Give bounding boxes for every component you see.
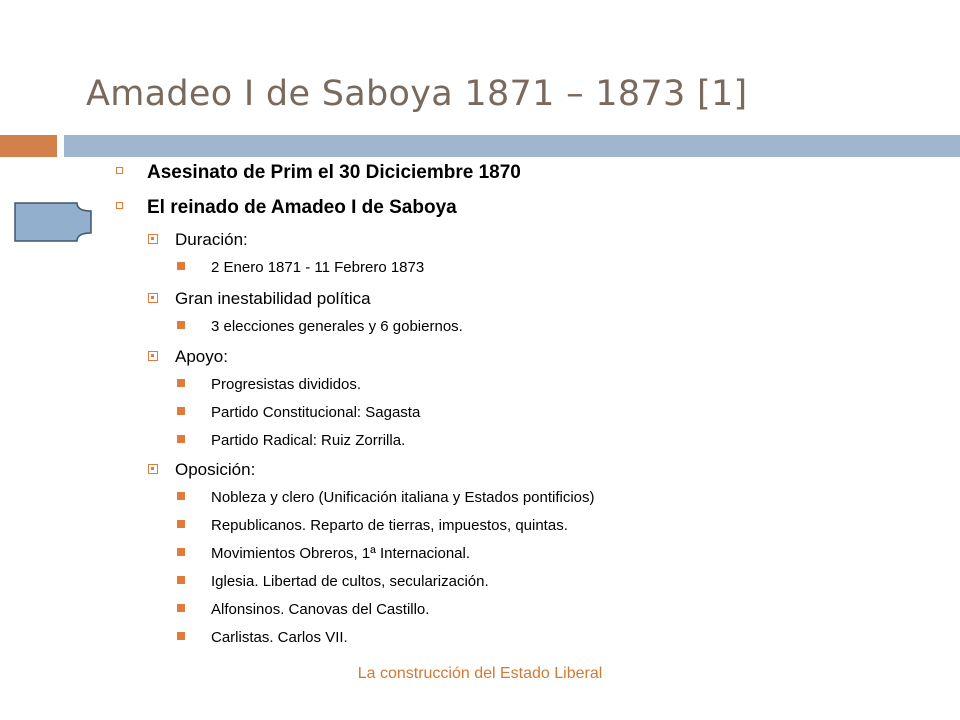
bullet-marker-icon	[177, 435, 185, 443]
slide-title: Amadeo I de Saboya 1871 – 1873 [1]	[86, 74, 748, 114]
bullet-item-level-1	[116, 197, 457, 219]
bullet-item-level-3	[177, 489, 595, 506]
bullet-text: Movimientos Obreros, 1ª Internacional.	[211, 545, 470, 562]
bullet-item-level-3	[177, 517, 568, 534]
bullet-marker-icon	[148, 234, 158, 244]
bullet-item-level-3	[177, 376, 361, 393]
bullet-item-level-1	[116, 162, 521, 184]
bullet-text: Oposición:	[175, 460, 256, 479]
bullet-marker-icon	[116, 167, 123, 174]
bullet-text: Nobleza y clero (Unificación italiana y Estados pontificios)	[211, 489, 595, 506]
bullet-item-level-3	[177, 545, 470, 562]
bullet-marker-icon	[177, 379, 185, 387]
bullet-marker-icon	[177, 604, 185, 612]
bullet-text: Progresistas divididos.	[211, 376, 362, 393]
bullet-marker-icon	[177, 520, 185, 528]
bullet-text: Gran inestabilidad política	[175, 289, 371, 308]
bullet-item-level-3	[177, 573, 489, 590]
bullet-item-level-3	[177, 318, 463, 335]
bullet-item-level-3	[177, 629, 348, 646]
bullet-text: Duración:	[175, 230, 248, 249]
bullet-text: Iglesia. Libertad de cultos, secularización.	[211, 573, 489, 590]
bullet-item-level-2	[148, 347, 228, 367]
bullet-text: Carlistas. Carlos VII.	[211, 629, 348, 646]
bullet-text: Partido Radical: Ruiz Zorrilla.	[211, 432, 406, 449]
bullet-marker-icon	[148, 464, 158, 474]
bullet-text: El reinado de Amadeo I de Saboya	[147, 197, 457, 218]
bullet-text: Apoyo:	[175, 347, 228, 366]
bullet-marker-icon	[177, 407, 185, 415]
bullet-marker-icon	[177, 576, 185, 584]
bullet-item-level-2	[148, 289, 371, 309]
bullet-item-level-3	[177, 601, 429, 618]
bullet-item-level-2	[148, 460, 255, 480]
bullet-marker-icon	[116, 202, 123, 209]
bullet-marker-icon	[177, 632, 185, 640]
bullet-marker-icon	[177, 321, 185, 329]
bullet-text: 2 Enero 1871 - 11 Febrero 1873	[211, 259, 425, 276]
bullet-item-level-2	[148, 230, 248, 250]
bullet-marker-icon	[177, 262, 185, 270]
bullet-item-level-3	[177, 259, 424, 276]
bullet-text: Republicanos. Reparto de tierras, impuestos, quintas.	[211, 517, 568, 534]
bullet-item-level-3	[177, 432, 405, 449]
bullet-text: 3 elecciones generales y 6 gobiernos.	[211, 318, 463, 335]
bullet-item-level-3	[177, 404, 420, 421]
slide-footer: La construcción del Estado Liberal	[357, 665, 603, 682]
bullet-text: Alfonsinos. Canovas del Castillo.	[211, 601, 430, 618]
bullet-text: Asesinato de Prim el 30 Diciciembre 1870	[147, 162, 521, 183]
bullet-marker-icon	[148, 293, 158, 303]
bullet-text: Partido Constitucional: Sagasta	[211, 404, 421, 421]
bullet-marker-icon	[148, 351, 158, 361]
bullet-marker-icon	[177, 548, 185, 556]
bullet-marker-icon	[177, 492, 185, 500]
